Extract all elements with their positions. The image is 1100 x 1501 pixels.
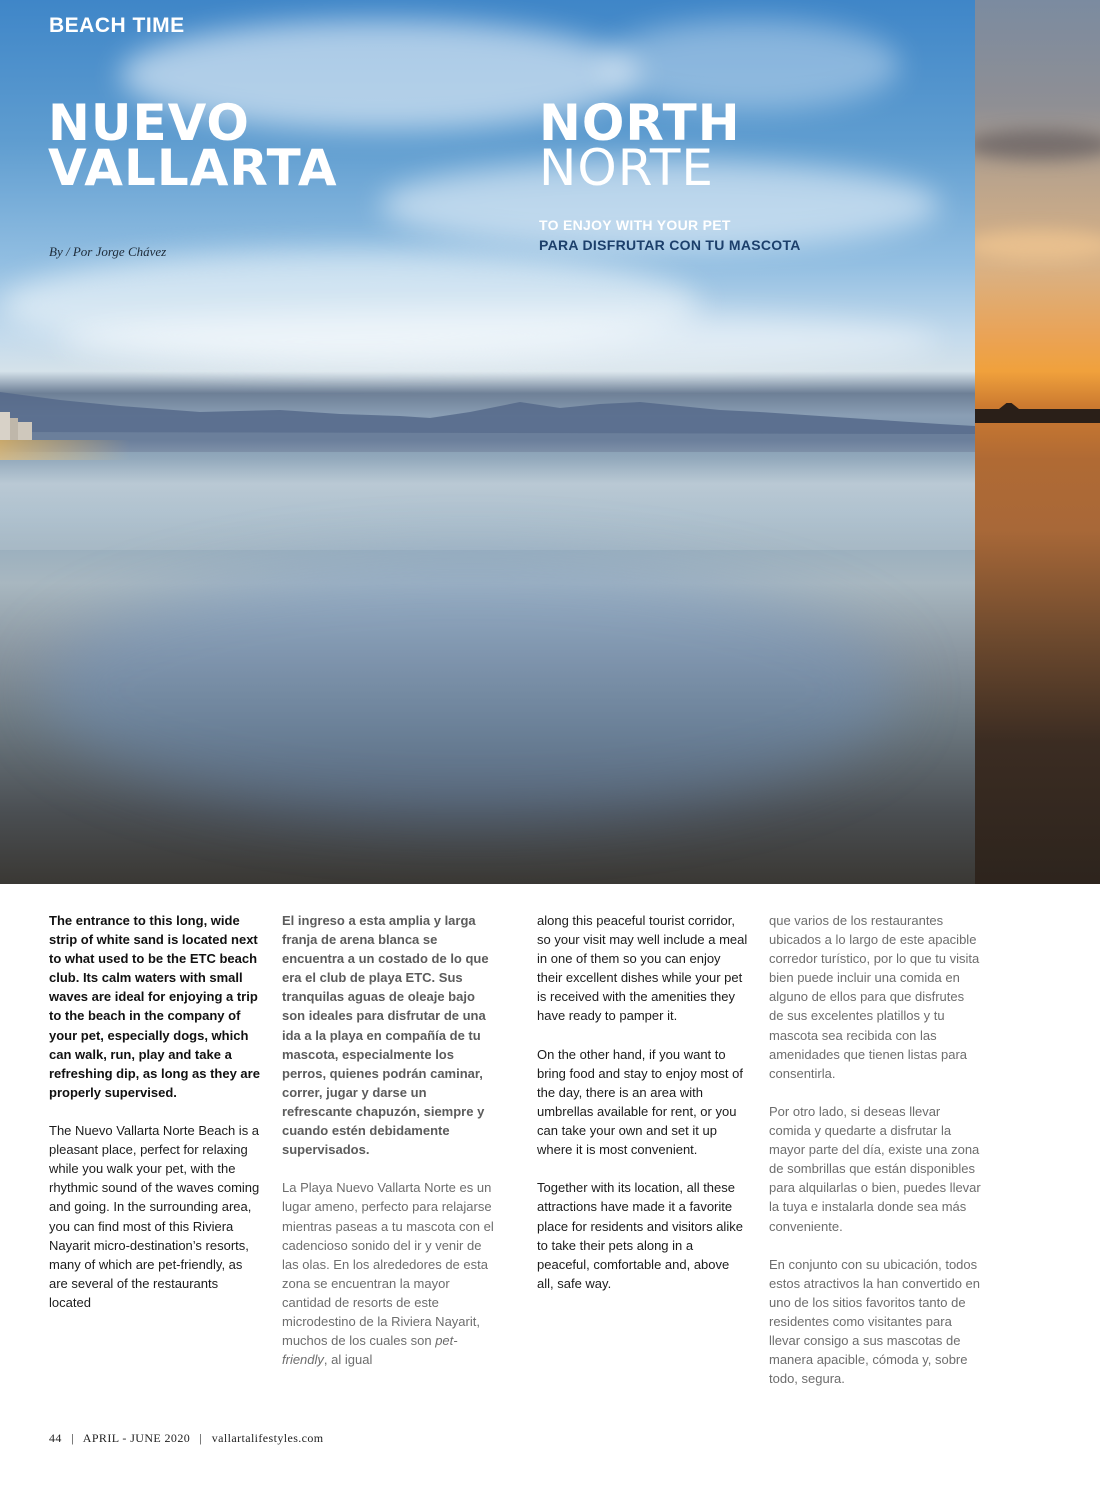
body-text: La Playa Nuevo Vallarta Norte es un lugar ameno, perfecto para relajarse mientras paseas a tu mascota con el cadencioso sonido del ir y venir de las olas. En los alrededores de esta zona se encuentran la mayor cantidad de resorts de este microdestino de la Riviera Nayarit, muchos de los cuales son xyxy=(282,1180,494,1349)
lead-paragraph: The entrance to this long, wide strip of white sand is located next to what used to be the ETC beach club. Its calm waters with small waves are ideal for enjoying a trip to the beach in the company of your pet, especially dogs, which can walk, run, play and take a refreshing dip, as long as they are properly supervised. xyxy=(49,913,260,1100)
issue-date: APRIL - JUNE 2020 xyxy=(82,1431,191,1445)
subtitle-spanish: PARA DISFRUTAR CON TU MASCOTA xyxy=(539,237,801,253)
lead-paragraph: El ingreso a esta amplia y larga franja de arena blanca se encuentra a un costado de lo que era el club de playa ETC. Sus tranquilas aguas de oleaje bajo son ideales para disfrutar de una ida a la playa en compañía de tu mascota, especialmente los perros, quienes podrán caminar, correr, jugar y darse un refrescante chapuzón, siempre y cuando estén debidamente supervisados. xyxy=(282,913,489,1158)
pier-silhouette xyxy=(975,403,1100,423)
body-paragraph: En conjunto con su ubicación, todos estos atractivos la han convertido en uno de los sitios favoritos tanto de residentes como visitantes para llevar consigo a sus mascotas de manera apacible, cómoda y, sobre todo, segura. xyxy=(769,1256,981,1387)
body-paragraph: The Nuevo Vallarta Norte Beach is a pleasant place, perfect for relaxing while you walk your pet, with the rhythmic sound of the waves coming and going. In the surrounding area, you can find most of this Riviera Nayarit micro-destination’s resorts, many of which are pet-friendly, as are several of the restaurants located xyxy=(49,1123,260,1310)
subtitle-english: TO ENJOY WITH YOUR PET xyxy=(539,217,731,233)
body-paragraph: que varios de los restaurantes ubicados a lo largo de este apacible corredor turístico, por lo que tu visita bien puede incluir una comida en alguno de ellos para que disfrutes de sus excelentes platillos y tu mascota sea recibida con las amenidades que tienen listas para consentirla. xyxy=(769,913,980,1081)
article-title xyxy=(48,94,338,197)
title-norte: NORTE xyxy=(539,139,714,197)
hotel-buildings xyxy=(0,408,34,440)
byline: By / Por Jorge Chávez xyxy=(49,244,167,259)
page-footer xyxy=(49,1432,324,1444)
text-column-4 xyxy=(769,911,981,1407)
wave-foam xyxy=(0,440,975,550)
body-paragraph: Por otro lado, si deseas llevar comida y quedarte a disfrutar la mayor parte del día, existe una zona de sombrillas que están disponibles para alquilarlas o bien, puedes llevar la tuya e instalarla donde sea más conveniente. xyxy=(769,1103,981,1234)
title-north: NORTH xyxy=(539,94,741,152)
text-column-2 xyxy=(282,911,494,1388)
page-number: 44 xyxy=(49,1431,62,1445)
cloud-shape xyxy=(60,310,940,370)
website-link[interactable]: vallartalifestyles.com xyxy=(211,1431,324,1445)
title-line: VALLARTA xyxy=(48,139,338,197)
body-paragraph: Together with its location, all these attractions have made it a favorite place for residents and visitors alike to take their pets along in a peaceful, comfortable and, above all, safe way. xyxy=(537,1180,743,1291)
text-column-1 xyxy=(49,911,261,1331)
article-title-right xyxy=(539,94,741,197)
footer-separator: | xyxy=(71,1431,75,1445)
cloud-shape xyxy=(975,230,1100,260)
section-tag: BEACH TIME xyxy=(49,14,185,37)
body-paragraph: along this peaceful tourist corridor, so your visit may well include a meal in one of them so you can enjoy their excellent dishes while your pet is received with the amenities they have ready to pamper it. xyxy=(537,913,748,1024)
emphasis-text: pet-friendly xyxy=(282,1333,458,1368)
title-line: NUEVO xyxy=(48,94,250,152)
cloud-shape xyxy=(975,130,1100,160)
sky-reflection xyxy=(40,560,900,820)
body-text: , al igual xyxy=(323,1352,373,1368)
side-photo xyxy=(975,0,1100,884)
footer-separator: | xyxy=(199,1431,203,1445)
body-paragraph: On the other hand, if you want to bring food and stay to enjoy most of the day, there is an area with umbrellas available for rent, or you can take your own and set it up where it is most convenient. xyxy=(537,1046,743,1158)
body-paragraph xyxy=(282,1178,494,1369)
text-column-3 xyxy=(537,911,749,1312)
